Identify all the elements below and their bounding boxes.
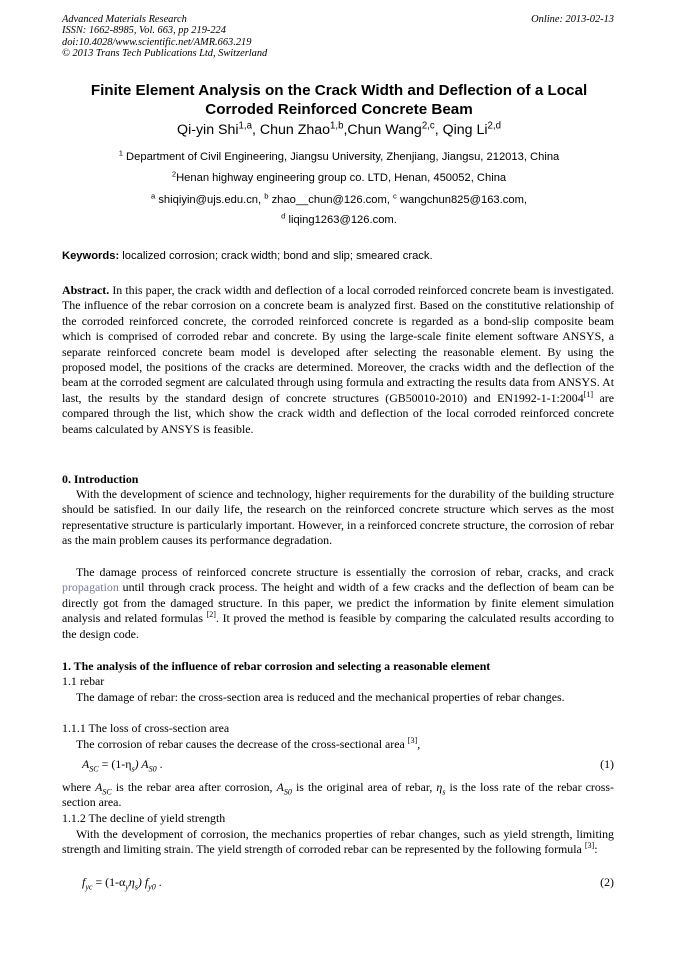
where-text: is the rebar area after corrosion, [111, 780, 277, 794]
citation: [3] [584, 841, 595, 851]
affiliation-1 [40, 150, 638, 164]
affiliation-2 [40, 171, 638, 185]
author-name: Chun Wang [347, 122, 422, 138]
where-text: where [62, 780, 96, 794]
email-line-1 [40, 193, 638, 207]
yield-strength-text-end: : [594, 842, 598, 857]
copyright-line: © 2013 Trans Tech Publications Ltd, Switzerland [62, 47, 268, 59]
title-line-2: Corroded Reinforced Concrete Beam [205, 100, 473, 118]
journal-name: Advanced Materials Research [62, 14, 187, 25]
eq-subscript: s [134, 882, 138, 892]
subsection-heading-1-1: 1.1 rebar [62, 674, 105, 688]
issn-line: ISSN: 1662-8985, Vol. 663, pp 219-224 [62, 25, 226, 37]
intro-paragraph-1: With the development of science and technology, higher requirements for the durability of the building structure should be satisfied. In our daily life, the research on the reinforced concrete structure which serves as the most representative structure is particularly important. However, in a reinforced concrete structure, the corrosion of rebar as the main problem causes its performance degradation. [62, 487, 614, 548]
eq-tail: . [156, 757, 163, 771]
email-mark: b [264, 191, 269, 201]
email-b: zhao__chun@126.com, [268, 194, 394, 206]
author-separator: , [343, 122, 348, 138]
where-symbol: η [436, 780, 443, 794]
abstract-text: In this paper, the crack width and deflection of a local corroded reinforced concrete beam is investigated. The influence of the rebar corrosion on a concrete beam is analyzed first. Based on the constitutive relationship of the corroded reinforced concrete, the corroded reinforced concrete is regarded as a bond-slip composite beam which is comprised of corroded rebar and concrete. By using the large-scale finite element software ANSYS, a separate reinforced concrete beam model is developed after selecting the reasonable element. By using the proposed model, the positions of the cracks are determined. Moreover, the cracks width and the deflection of the beam at the corroded segment are calculated through using formula and extracting the results data from ANSYS. At last, the results by the standard design of concrete structures (GB50010-2010) and EN1992-1-1:2004 [62, 283, 614, 405]
eq-subscript: s [131, 764, 135, 774]
email-d: liqing1263@126.com. [285, 214, 397, 226]
subsection-heading-1-1-2: 1.1.2 The decline of yield strength [62, 811, 226, 825]
online-date: Online: 2013-02-13 [531, 14, 614, 25]
citation: [2] [206, 610, 216, 620]
equation-1 [62, 757, 614, 775]
abstract-text-end: are compared through the list, which show the crack width and deflection of the local corroded reinforced concrete beams calculated by ANSYS is feasible. [62, 390, 614, 436]
author-affil-mark: 2,c [421, 120, 435, 132]
email-a: shiqiyin@ujs.edu.cn, [155, 194, 265, 206]
where-paragraph [62, 780, 614, 811]
author-name: Chun Zhao [259, 122, 331, 138]
area-loss-text: The corrosion of rebar causes the decrease of the cross-sectional area [76, 737, 408, 751]
equation-1-expression [82, 757, 163, 772]
journal-header [62, 14, 267, 59]
paper-title [40, 82, 638, 119]
keywords-text: localized corrosion; crack width; bond and slip; smeared crack. [119, 250, 433, 262]
eq-subscript: yc [85, 882, 93, 892]
where-text: is the original area of rebar, [291, 780, 437, 794]
eq-tail: . [155, 875, 162, 889]
affil-mark: 2 [171, 169, 177, 179]
affil-mark: 1 [118, 148, 123, 158]
author-name: Qi-yin Shi [177, 122, 239, 138]
where-text: is the loss rate of the rebar cross-section area. [62, 780, 614, 810]
subsection-heading-1-1-1: 1.1.1 The loss of cross-section area [62, 721, 230, 735]
eq-symbol: f [82, 875, 86, 889]
email-c: wangchun825@163.com, [396, 194, 527, 206]
where-subscript: SC [102, 787, 112, 797]
author-affil-mark: 1,a [238, 120, 252, 132]
where-symbol: A [95, 780, 103, 794]
affil-text: Henan highway engineering group co. LTD, Henan, 450052, China [176, 172, 507, 184]
section-heading-introduction: 0. Introduction [62, 472, 139, 486]
citation: [3] [407, 736, 418, 746]
citation: [1] [583, 389, 594, 399]
yield-strength-text: With the development of corrosion, the mechanics properties of rebar changes, such as yield strength, limiting strength and limiting strain. The yield strength of corroded rebar can be represented by the following formula [62, 827, 614, 857]
keywords [62, 249, 433, 263]
intro-p2-text: The damage process of reinforced concrete structure is essentially the corrosion of rebar, cracks, and crack [76, 565, 614, 579]
equation-2-expression [82, 875, 162, 890]
email-mark: c [393, 191, 397, 201]
keywords-label: Keywords: [62, 250, 120, 262]
author-separator: , [251, 122, 260, 138]
equation-1-number: (1) [600, 757, 614, 771]
area-loss-paragraph [62, 737, 614, 752]
eq-symbol: A [82, 757, 90, 771]
author-list [40, 121, 638, 139]
email-mark: a [151, 191, 156, 201]
intro-p2-text: until through crack process. The height and width of a few cracks and the deflection of beam can be directly got from the damaged structure. In this paper, we predict the information by finite element simulation analysis and related formulas [62, 580, 614, 626]
author-name: Qing Li [442, 122, 488, 138]
intro-p2-text: . It proved the method is feasible by comparing the calculated results according to the design code. [62, 611, 614, 641]
eq-subscript: y0 [148, 882, 156, 892]
where-subscript: s [442, 787, 446, 797]
email-line-2 [40, 213, 638, 227]
eq-subscript: SC [89, 764, 99, 774]
doi-line: doi:10.4028/www.scientific.net/AMR.663.219 [62, 36, 252, 48]
eq-symbol: ) f [137, 875, 149, 889]
equation-2 [62, 875, 614, 893]
eq-subscript: y [125, 882, 129, 892]
email-mark: d [281, 211, 286, 221]
abstract-label: Abstract. [62, 283, 110, 297]
author-affil-mark: 2,d [487, 120, 501, 132]
area-loss-text-end: , [417, 737, 421, 751]
rebar-paragraph: The damage of rebar: the cross-section area is reduced and the mechanical properties of rebar changes. [76, 690, 565, 704]
title-line-1: Finite Element Analysis on the Crack Width and Deflection of a Local [90, 82, 588, 99]
equation-2-number: (2) [600, 875, 614, 889]
eq-symbol: ) A [134, 757, 149, 771]
where-subscript: S0 [283, 787, 292, 797]
section-heading-1: 1. The analysis of the influence of rebar corrosion and selecting a reasonable element [62, 659, 491, 673]
abstract [62, 283, 614, 437]
eq-symbol: η [128, 875, 135, 889]
author-affil-mark: 1,b [330, 120, 344, 132]
eq-subscript: S0 [148, 764, 157, 774]
where-symbol: A [276, 780, 284, 794]
affil-text: Department of Civil Engineering, Jiangsu University, Zhenjiang, Jiangsu, 212013, China [122, 151, 560, 163]
intro-p2-highlight: propagation [62, 580, 119, 595]
eq-operator: = (1-η [98, 757, 132, 771]
yield-strength-paragraph [62, 827, 614, 858]
intro-paragraph-2 [62, 565, 614, 642]
author-separator: , [434, 122, 443, 138]
eq-operator: = (1-α [92, 875, 126, 889]
